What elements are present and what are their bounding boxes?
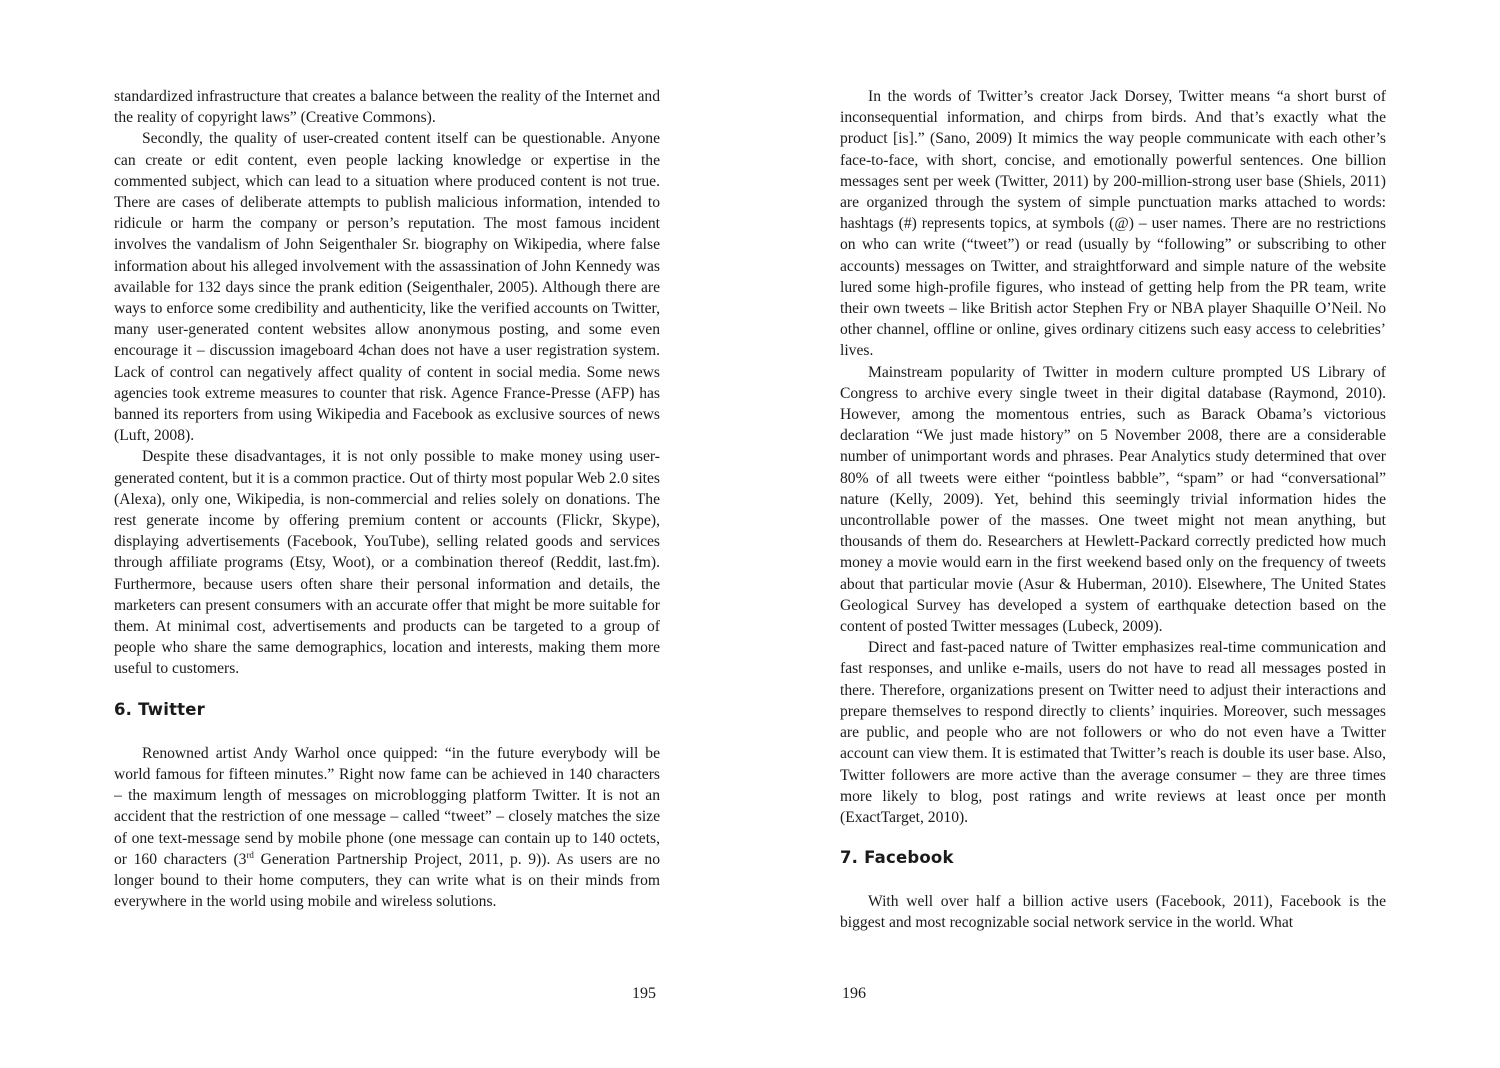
section-title: Facebook bbox=[864, 848, 954, 868]
section-heading-facebook bbox=[840, 847, 1386, 869]
right-page bbox=[840, 86, 1386, 934]
left-page bbox=[114, 86, 660, 912]
page-number-right: 196 bbox=[842, 985, 866, 1002]
superscript: rd bbox=[246, 849, 254, 860]
page-number-left: 195 bbox=[632, 985, 656, 1002]
paragraph: With well over half a billion active users (Facebook, 2011), Facebook is the biggest and most recognizable social network service in the world. What bbox=[840, 893, 1386, 932]
paragraph: In the words of Twitter’s creator Jack Dorsey, Twitter means “a short burst of inconsequential information, and chirps from birds. And that’s exactly what the product [is].” (Sano, 2009) It mimics the way people communicate with each other’s face-to-face, with short, concise, and emotionally powerful sentences. One billion messages sent per week (Twitter, 2011) by 200-million-strong user base (Shiels, 2011) are organized through the system of simple punctuation marks attached to words: hashtags (#) represents topics, at symbols (@) – user names. There are no restrictions on who can write (“tweet”) or read (usually by “following” or subscribing to other accounts) messages on Twitter, and straightforward and simple nature of the website lured some high-profile figures, who instead of getting help from the PR team, write their own tweets – like British actor Stephen Fry or NBA player Shaquille O’Neil. No other channel, offline or online, gives ordinary citizens such easy access to celebrities’ lives. bbox=[840, 88, 1386, 360]
paragraph: standardized infrastructure that creates a balance between the reality of the Internet and the reality of copyright laws” (Creative Commons). bbox=[114, 88, 660, 127]
section-number: 6. bbox=[114, 699, 133, 719]
paragraph: Mainstream popularity of Twitter in modern culture prompted US Library of Congress to archive every single tweet in their digital database (Raymond, 2010). However, among the momentous entries, such as Barack Obama’s victorious declaration “We just made history” on 5 November 2008, there are a considerable number of unimportant words and phrases. Pear Analytics study determined that over 80% of all tweets were either “pointless babble”, “spam” or had “conversational” nature (Kelly, 2009). Yet, behind this seemingly trivial information hides the uncontrollable power of the masses. One tweet might not mean anything, but thousands of them do. Researchers at Hewlett-Packard correctly predicted how much money a movie would earn in the first weekend based only on the frequency of tweets about that particular movie (Asur & Huberman, 2010). Elsewhere, The United States Geological Survey has developed a system of earthquake detection based on the content of posted Twitter messages (Lubeck, 2009). bbox=[840, 363, 1386, 636]
paragraph-text: Generation Partnership Project, 2011, p. 9)). As users are no longer bound to their home computers, they can write what is on their minds from everywhere in the world using mobile and wireless solutions. bbox=[114, 850, 660, 911]
paragraph-text: Renowned artist Andy Warhol once quipped: “in the future everybody will be world famous for fifteen minutes.” Right now fame can be achieved in 140 characters – the maximum length of messages on microblogging platform Twitter. It is not an accident that the restriction of one message – called “tweet” – closely matches the size of one text-message send by mobile phone (one message can contain up to 140 octets, or 160 characters (3 bbox=[114, 744, 660, 868]
section-heading-twitter bbox=[114, 699, 660, 721]
section-number: 7. bbox=[840, 848, 859, 868]
paragraph bbox=[114, 743, 660, 913]
paragraph: Secondly, the quality of user-created content itself can be questionable. Anyone can create or edit content, even people lacking knowledge or expertise in the commented subject, which can lead to a situation where produced content is not true. There are cases of deliberate attempts to publish malicious information, intended to ridicule or harm the company or person’s reputation. The most famous incident involves the vandalism of John Seigenthaler Sr. biography on Wikipedia, where false information about his alleged involvement with the assassination of John Kennedy was available for 132 days since the prank edition (Seigenthaler, 2005). Although there are ways to enforce some credibility and authenticity, like the verified accounts on Twitter, many user-generated content websites allow anonymous posting, and some even encourage it – discussion imageboard 4chan does not have a user registration system. Lack of control can negatively affect quality of content in social media. Some news agencies took extreme measures to counter that risk. Agence France-Presse (AFP) has banned its reporters from using Wikipedia and Facebook as exclusive sources of news (Luft, 2008). bbox=[114, 130, 660, 445]
paragraph: Direct and fast-paced nature of Twitter emphasizes real-time communication and fast responses, and unlike e-mails, users do not have to read all messages posted in there. Therefore, organizations present on Twitter need to adjust their interactions and prepare themselves to respond directly to clients’ inquiries. Moreover, such messages are public, and people who are not followers or who do not even have a Twitter account can view them. It is estimated that Twitter’s reach is double its user base. Also, Twitter followers are more active than the average consumer – they are three times more likely to blog, post ratings and write reviews at least once per month (ExactTarget, 2010). bbox=[840, 639, 1386, 826]
section-title: Twitter bbox=[138, 699, 206, 719]
paragraph: Despite these disadvantages, it is not only possible to make money using user-generated content, but it is a common practice. Out of thirty most popular Web 2.0 sites (Alexa), only one, Wikipedia, is non-commercial and relies solely on donations. The rest generate income by offering premium content or accounts (Flickr, Skype), displaying advertisements (Facebook, YouTube), selling related goods and services through affiliate programs (Etsy, Woot), or a combination thereof (Reddit, last.fm). Furthermore, because users often share their personal information and details, the marketers can present consumers with an accurate offer that might be more suitable for them. At minimal cost, advertisements and products can be targeted to a group of people who share the same demographics, location and interests, making them more useful to customers. bbox=[114, 448, 660, 678]
